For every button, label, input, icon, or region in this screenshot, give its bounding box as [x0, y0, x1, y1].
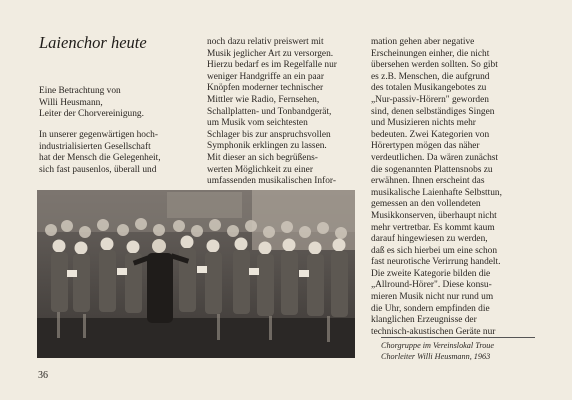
text-line: Schallplatten- und Tonbandgerät,	[207, 106, 332, 117]
text-line: „Allround-Hörer". Diese konsu-	[371, 280, 492, 291]
text-line: übersehen werden sollten. So gibt	[371, 60, 498, 71]
text-line: des totalen Musikangebotes zu	[371, 83, 487, 94]
column-right	[371, 37, 541, 338]
text-line: mieren Musik nicht nur rund um	[371, 292, 494, 303]
text-line: Erscheinungen einher, die nicht	[371, 48, 490, 59]
text-line: Musik jeglicher Art zu versorgen.	[207, 48, 334, 59]
text-line: technisch-akustischen Geräte nur	[371, 326, 496, 337]
text-line: noch dazu relativ preiswert mit	[207, 37, 324, 47]
text-line: weniger Handgriffe an ein paar	[207, 71, 324, 82]
column-middle	[207, 37, 357, 188]
intro-paragraph	[39, 130, 199, 176]
text-line: um Musik vom seichtesten	[207, 118, 308, 129]
text-line: fast neurotische Verirrung handelt.	[371, 257, 501, 268]
caption-line: Chorgruppe im Vereinslokal Troue	[381, 341, 495, 350]
text-line: bedeuten. Zwei Kategorien von	[371, 129, 490, 140]
text-line: Mit dieser an sich begrüßens-	[207, 152, 318, 163]
text-line: hat der Mensch die Gelegenheit,	[39, 153, 161, 164]
text-line: musikalische Laienhafte Selbsttun,	[371, 187, 502, 198]
text-line: Hierzu bedarf es im Regelfalle nur	[207, 60, 337, 71]
byline-line: Willi Heusmann,	[39, 97, 103, 108]
page-number: 36	[38, 370, 48, 381]
text-line: industrialisierten Gesellschaft	[39, 141, 151, 152]
text-line: Hörertypen mögen das näher	[371, 141, 480, 152]
text-line: umfassenden musikalischen Infor-	[207, 176, 336, 187]
text-line: Mittler wie Radio, Fernsehen,	[207, 94, 320, 105]
caption-line: Chorleiter Willi Heusmann, 1963	[381, 351, 491, 361]
byline-line: Eine Betrachtung von	[39, 86, 121, 96]
article-title: Laienchor heute	[39, 33, 147, 52]
byline-line: Leiter der Chorvereinigung.	[39, 109, 144, 120]
text-line: Musikkonserven, überhaupt nicht	[371, 210, 497, 221]
text-line: werten Möglichkeit zu einer	[207, 164, 313, 175]
text-line: klanglichen Erzeugnisse der	[371, 315, 477, 326]
text-line: darauf hingewiesen zu werden,	[371, 234, 488, 245]
text-line: mehr vertretbar. Es kommt kaum	[371, 222, 495, 233]
text-line: Symphonik erklingen zu lassen.	[207, 141, 327, 152]
text-line: es z.B. Menschen, die aufgrund	[371, 71, 490, 82]
text-line: daß es sich hierbei um eine schon	[371, 245, 498, 256]
text-line: erwähnen. Ihnen erscheint das	[371, 176, 485, 187]
photo-caption	[381, 341, 494, 362]
text-line: verdeutlichen. Da wären zunächst	[371, 152, 499, 163]
text-line: Schlager bis zur anspruchsvollen	[207, 129, 331, 140]
text-line: und Musizieren nichts mehr	[371, 118, 476, 129]
article-byline	[39, 86, 199, 121]
text-line: In unserer gegenwärtigen hoch-	[39, 130, 158, 140]
choir-photo	[37, 190, 355, 358]
text-line: die Uhr, sondern empfinden die	[371, 303, 490, 314]
text-line: mation gehen aber negative	[371, 37, 475, 47]
text-line: Knöpfen moderner technischer	[207, 83, 324, 94]
text-line: „Nur-passiv-Hörern" geworden	[371, 94, 489, 105]
text-line: die sogenannten Plattensnobs zu	[371, 164, 493, 175]
text-line: sind, denen selbständiges Singen	[371, 106, 495, 117]
caption-divider	[381, 337, 535, 338]
text-line: gemessen an den vollendeten	[371, 199, 481, 210]
text-line: Die zweite Kategorie bilden die	[371, 268, 491, 279]
text-line: sich fast pausenlos, überall und	[39, 164, 157, 175]
